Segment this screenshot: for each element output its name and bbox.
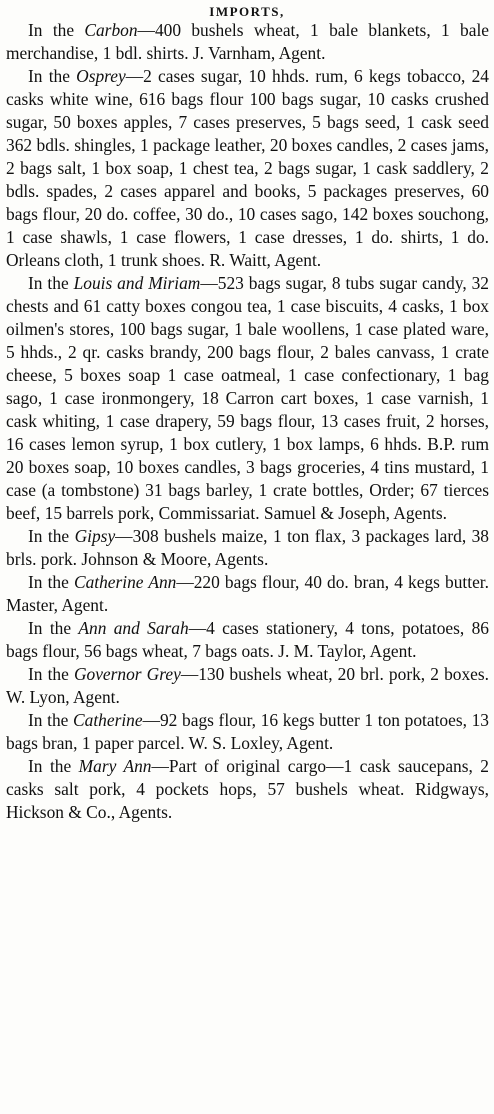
entry-lead: In the <box>28 664 74 684</box>
vessel-name: Gipsy <box>74 526 116 546</box>
import-entry-catherine-ann <box>6 571 489 617</box>
vessel-name: Catherine Ann <box>73 572 177 592</box>
entry-cargo-text: —130 bushels wheat, 20 brl. pork, 2 boxes. W. Lyon, Agent. <box>6 664 489 707</box>
import-entry-gipsy <box>6 525 489 571</box>
import-entry-mary-ann <box>6 755 489 824</box>
entry-lead: In the <box>28 572 74 592</box>
entry-cargo-text: —220 bags flour, 40 do. bran, 4 kegs butter. Master, Agent. <box>6 572 489 615</box>
imports-list <box>0 19 494 824</box>
entry-lead: In the <box>28 710 74 730</box>
entry-cargo-text: —400 bushels wheat, 1 bale blankets, 1 bale merchandise, 1 bdl. shirts. J. Varnham, Agent. <box>6 20 489 63</box>
entry-cargo-text: —308 bushels maize, 1 ton flax, 3 packages lard, 38 brls. pork. Johnson & Moore, Agents. <box>6 526 489 569</box>
entry-lead: In the <box>28 526 75 546</box>
vessel-name: Governor Grey <box>73 664 181 684</box>
vessel-name: Osprey <box>76 66 126 86</box>
import-entry-osprey <box>6 65 489 272</box>
vessel-name: Mary Ann <box>78 756 152 776</box>
entry-lead: In the <box>28 66 77 86</box>
entry-lead: In the <box>28 618 79 638</box>
entry-cargo-text: —2 cases sugar, 10 hhds. rum, 6 kegs tobacco, 24 casks white wine, 616 bags flour 100 bags sugar, 10 casks crushed sugar, 50 boxes apples, 7 cases preserves, 5 bags seed, 1 cask seed 362 bdls. shingles, 1 package leather, 20 boxes candles, 2 cases jams, 2 bags salt, 1 box soap, 1 chest tea, 2 bags sugar, 1 cask saddlery, 2 bdls. spades, 2 cases apparel and books, 5 packages preserves, 60 bags flour, 20 do. coffee, 30 do., 10 cases sago, 142 boxes souchong, 1 case shawls, 1 case flowers, 1 case dresses, 1 do. shirts, 1 do. Orleans cloth, 1 trunk shoes. R. Waitt, Agent. <box>6 66 489 270</box>
import-entry-governor-grey <box>6 663 489 709</box>
entry-cargo-text: —92 bags flour, 16 kegs butter 1 ton potatoes, 13 bags bran, 1 paper parcel. W. S. Loxley, Agent. <box>6 710 489 753</box>
section-heading: IMPORTS, <box>209 4 285 19</box>
vessel-name: Ann and Sarah <box>78 618 189 638</box>
entry-lead: In the <box>28 20 85 40</box>
vessel-name: Louis and Miriam <box>73 273 201 293</box>
import-entry-ann-and-sarah <box>6 617 489 663</box>
import-entry-louis-and-miriam <box>6 272 489 525</box>
entry-cargo-text: —523 bags sugar, 8 tubs sugar candy, 32 chests and 61 catty boxes congou tea, 1 case biscuits, 4 casks, 1 box oilmen's stores, 100 bags sugar, 1 bale woollens, 1 case plated ware, 5 hhds., 2 qr. casks brandy, 200 bags flour, 2 bales canvass, 1 crate cheese, 5 boxes soap 1 case oatmeal, 1 case confectionary, 1 bag sago, 1 case ironmongery, 18 Carron cart boxes, 1 case varnish, 1 cask whiting, 1 case drapery, 59 bags flour, 13 cases fruit, 2 horses, 16 cases lemon syrup, 1 box cutlery, 1 box lamps, 6 hhds. B.P. rum 20 boxes soap, 10 boxes candles, 3 bags groceries, 4 tins mustard, 1 case (a tombstone) 31 bags barley, 1 crate bottles, Order; 67 tierces beef, 15 barrels pork, Commissariat. Samuel & Joseph, Agents. <box>6 273 490 523</box>
import-entry-catherine <box>6 709 489 755</box>
entry-cargo-text: —Part of original cargo—1 cask saucepans, 2 casks salt pork, 4 pockets hops, 57 bushels wheat. Ridgways, Hickson & Co., Agents. <box>6 756 489 822</box>
import-entry-carbon <box>6 19 489 65</box>
vessel-name: Catherine <box>73 710 143 730</box>
entry-lead: In the <box>28 756 79 776</box>
entry-cargo-text: —4 cases stationery, 4 tons, potatoes, 86 bags flour, 56 bags wheat, 7 bags oats. J. M. Taylor, Agent. <box>6 618 489 661</box>
vessel-name: Carbon <box>84 20 138 40</box>
entry-lead: In the <box>28 273 74 293</box>
